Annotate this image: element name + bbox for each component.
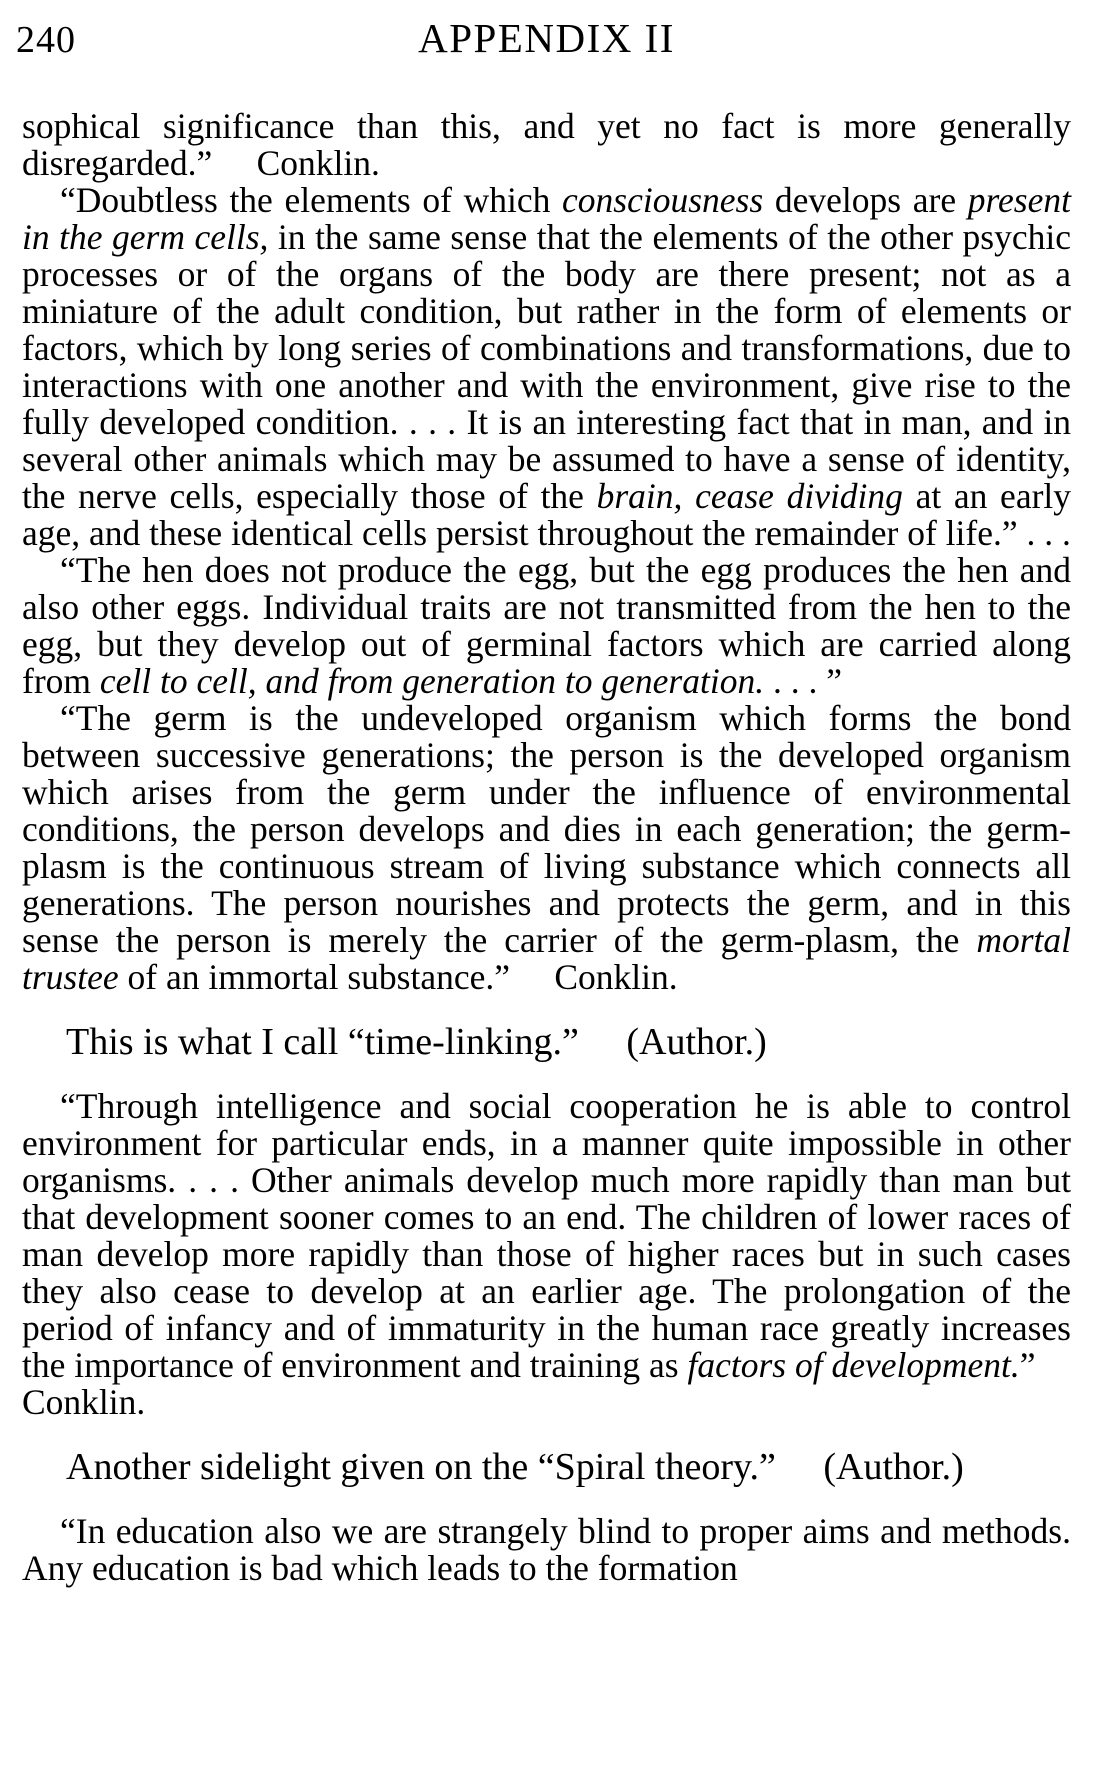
text-run: ” Conklin. [22, 1345, 1071, 1422]
italic-run: mortal trustee [22, 920, 1071, 997]
paragraph [22, 182, 1071, 552]
text-run: Another sidelight given on the “Spiral theory.” (Author.) [66, 1446, 964, 1488]
author-note [22, 1022, 1071, 1062]
paragraph [22, 700, 1071, 996]
italic-run: present in the germ cells, [22, 180, 1071, 257]
paragraph [22, 552, 1071, 700]
text-run: “Doubtless the elements of which [60, 180, 563, 220]
text-run: “In education also we are strangely blind to proper aims and methods. Any education is bad which leads to the formation [22, 1511, 1071, 1588]
text-run: “Through intelligence and social cooperation he is able to control environment for particular ends, in a manner quite impossible in other organisms. . . . Other animals develop much more rapidly than man but that development sooner comes to an end. The children of lower races of man develop more rapidly than those of higher races but in such cases they also cease to develop at an earlier age. The prolongation of the period of infancy and of immaturity in the human race greatly increases the importance of environment and training as [22, 1086, 1071, 1385]
text-run: sophical significance than this, and yet no fact is more generally disregarded.” Conklin. [22, 106, 1071, 183]
text-run: of an immortal substance.” Conklin. [118, 957, 678, 997]
body-text [22, 108, 1071, 1587]
italic-run: consciousness [562, 180, 764, 220]
paragraph [22, 1513, 1071, 1587]
running-head-title: APPENDIX II [418, 15, 675, 61]
text-run: . . . ” [764, 661, 842, 701]
author-note [22, 1447, 1071, 1487]
paragraph [22, 108, 1071, 182]
running-head [0, 14, 1093, 62]
text-run: This is what I call “time-linking.” (Author.) [66, 1021, 767, 1063]
text-run: develops are [763, 180, 968, 220]
italic-run: brain, cease dividing [596, 476, 903, 516]
text-run: “The germ is the undeveloped organism which forms the bond between successive generations; the person is the developed organism which arises from the germ under the influence of environmental conditions, the person develops and dies in each generation; the germ-plasm is the continuous stream of living substance which connects all generations. The person nourishes and protects the germ, and in this sense the person is merely the carrier of the germ-plasm, the [22, 698, 1071, 960]
text-run: at an early age, and these identical cells persist throughout the remainder of life.” . . . [22, 476, 1072, 553]
text-run: in the same sense that the elements of the other psychic processes or of the organs of the body are there present; not as a miniature of the adult condition, but rather in the form of elements or factors, which by long series of combinations and transformations, due to interactions with one another and with the environment, give rise to the fully developed condition. . . . It is an interesting fact that in man, and in several other animals which may be assumed to have a sense of identity, the nerve cells, especially those of the [22, 217, 1071, 516]
page-number: 240 [16, 19, 76, 61]
text-run: “The hen does not produce the egg, but the egg produces the hen and also other eggs. Individual traits are not transmitted from the hen to the egg, but they develop out of germinal factors which are carried along from [22, 550, 1071, 701]
italic-run: cell to cell, and from generation to generation. [99, 661, 765, 701]
paragraph [22, 1088, 1071, 1421]
italic-run: factors of development. [687, 1345, 1020, 1385]
